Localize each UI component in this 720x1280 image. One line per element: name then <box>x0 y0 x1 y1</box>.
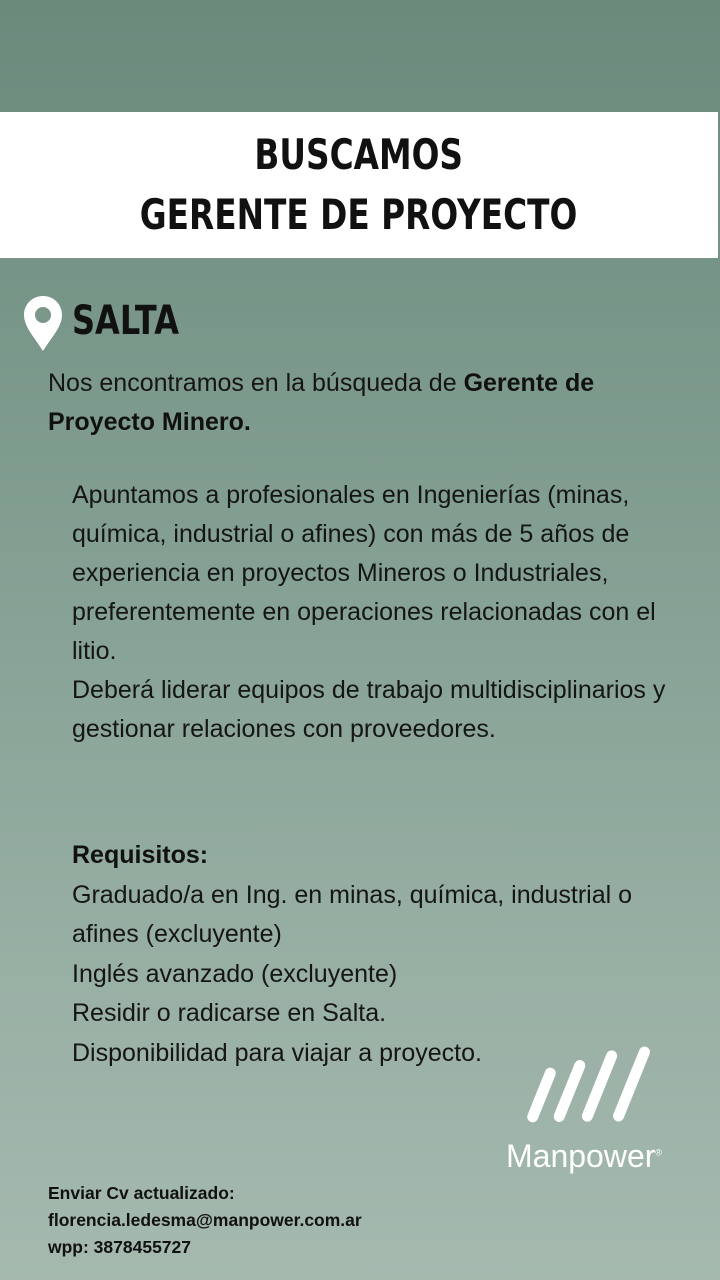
intro-lead: Nos encontramos en la búsqueda de <box>48 369 464 397</box>
location-city: SALTA <box>72 298 180 344</box>
registered-mark: ® <box>655 1147 663 1158</box>
requirement-item: Graduado/a en Ing. en minas, química, industrial o afines (excluyente) <box>72 880 633 948</box>
description-profile: Apuntamos a profesionales en Ingenierías (minas, química, industrial o afines) con más de 5 años de experiencia en proyectos Mineros o Industriales, preferentemente en operaciones relacionadas con el litio. <box>72 481 656 665</box>
manpower-name: Manpower <box>506 1138 656 1174</box>
intro-position: Gerente de Proyecto Minero. <box>48 369 595 436</box>
requirement-item: Residir o radicarse en Salta. <box>72 999 387 1027</box>
contact-email[interactable]: florencia.ledesma@manpower.com.ar <box>48 1210 362 1230</box>
intro-text <box>48 364 688 442</box>
requirements-section <box>72 836 692 1073</box>
location-pin-icon <box>22 294 64 354</box>
manpower-logo <box>502 1042 672 1182</box>
contact-label: Enviar Cv actualizado: <box>48 1183 235 1203</box>
headline-buscamos: BUSCAMOS <box>254 130 464 179</box>
description-responsibilities: Deberá liderar equipos de trabajo multidisciplinarios y gestionar relaciones con proveedores. <box>72 676 666 743</box>
title-banner <box>0 112 718 258</box>
requirement-item: Inglés avanzado (excluyente) <box>72 959 398 988</box>
job-description <box>72 476 692 749</box>
requirement-item: Disponibilidad para viajar a proyecto. <box>72 1038 482 1067</box>
manpower-wordmark <box>506 1138 662 1175</box>
contact-phone[interactable]: wpp: 3878455727 <box>48 1237 192 1257</box>
requirements-title: Requisitos: <box>72 841 209 869</box>
manpower-logo-icon <box>502 1042 662 1128</box>
location-row <box>22 294 206 354</box>
headline-job-title: GERENTE DE PROYECTO <box>140 190 578 239</box>
contact-info <box>48 1180 362 1261</box>
